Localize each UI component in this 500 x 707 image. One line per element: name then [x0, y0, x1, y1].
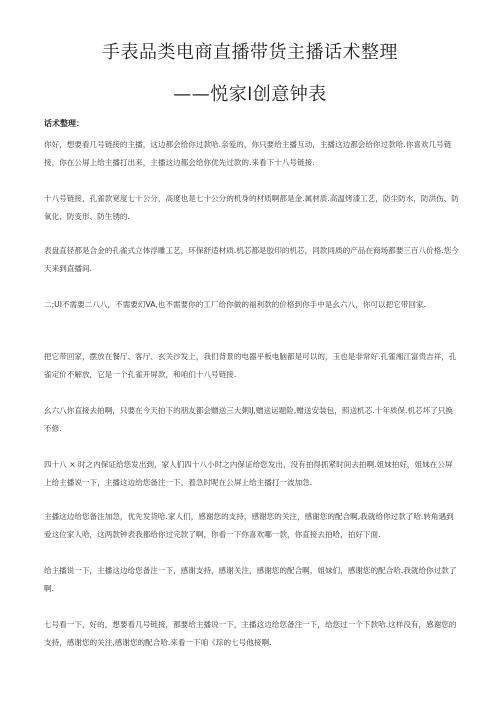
paragraph-4: 二;UI不需要二八八，不需要幻VA,也不需要你的工厂给你做的福利款的价格到你手中是幺六八，你可以把它带回家. [44, 300, 426, 309]
paragraph-8: 主播这边给您备注加急，优先发货哈.家人们，感谢您的支持，感谢您的关注，感谢您的配合啊,我就给你过款了哈.转角遇到爱这位家人哈，这两款钟表我都给你过完款了啊，你看一下你喜欢哪一款，你直接去拍哈，拍好下面. [44, 512, 454, 539]
paragraph-5: 把它带回家，摆放在餐厅、客厅、玄关沙发上，我们背景的电器平板电脑都是可以的，玉也是非常好.孔雀湘江富贵吉祥，孔雀定价不解放，它是一个孔雀开屏款，和咱们十八号链接. [44, 352, 457, 379]
paragraph-10: 七号看一下，好的，想要看几号链接，都要给主播说一下，主播这边给您备注一下，给您过一个下款哈.这样没有，感谢您的支持，感谢您的关注,感谢您的配合哈.来看一下咱《琮的七号他接啊. [44, 620, 457, 647]
paragraph-2: 十八号链接，孔雀款宽度七十公分，高度也是七十公分的机身的材质啊都是金.属材质.高温烤漆工艺，防尘防水，防洪伤、防氧化、防变形、防生锈的. [44, 194, 459, 221]
paragraph-9: 给主播说一下，主播这边给您备注一下，感谢支持，感谢关注，感谢您的配合啊，姐妹们，感谢您的配合哈.我就给你过款了啊. [44, 566, 457, 593]
paragraph-1: 你好，想要看几号链接的主播，这边都会给你过款哈.亲爱的，你只要给主播互动，主播这边都会给你过款哈.你喜欢几号链接，你在公屏上给主播打出来，主播这边都会给你优先过款的.来看下十八号链接. [44, 140, 452, 167]
document-title: 手表品类电商直播带货主播话术整理 [102, 42, 398, 63]
paragraph-3: 表盘直径都是合金的孔雀式立体浮雕工艺，环保舒适材质.机芯都是胶印的机芯，同款同质的产品在商场都要三百八价格.您今天来到直播间. [44, 246, 459, 273]
section-label: 话术整理： [44, 119, 84, 128]
paragraph-7: 四十八 × 时之内保证给您发出到，家人们四十八小时之内保证给您发出，没有拍得抓紧时间去拍啊.姐妹拍好，姐妹在公屏上给主播说一下，主播这边给您备注一下。着急时呢在公屏上给主播打一波加急. [44, 460, 453, 487]
paragraph-6: 幺六八你直接去拍啊，只要在今天拍下的朋友都会赠送三大粥IJ,赠送运题险,赠送安装包，照送机芯.十年质保.机芯坏了只换不修. [44, 406, 454, 433]
document-subtitle: ——悦家l创意钟表 [173, 84, 327, 105]
